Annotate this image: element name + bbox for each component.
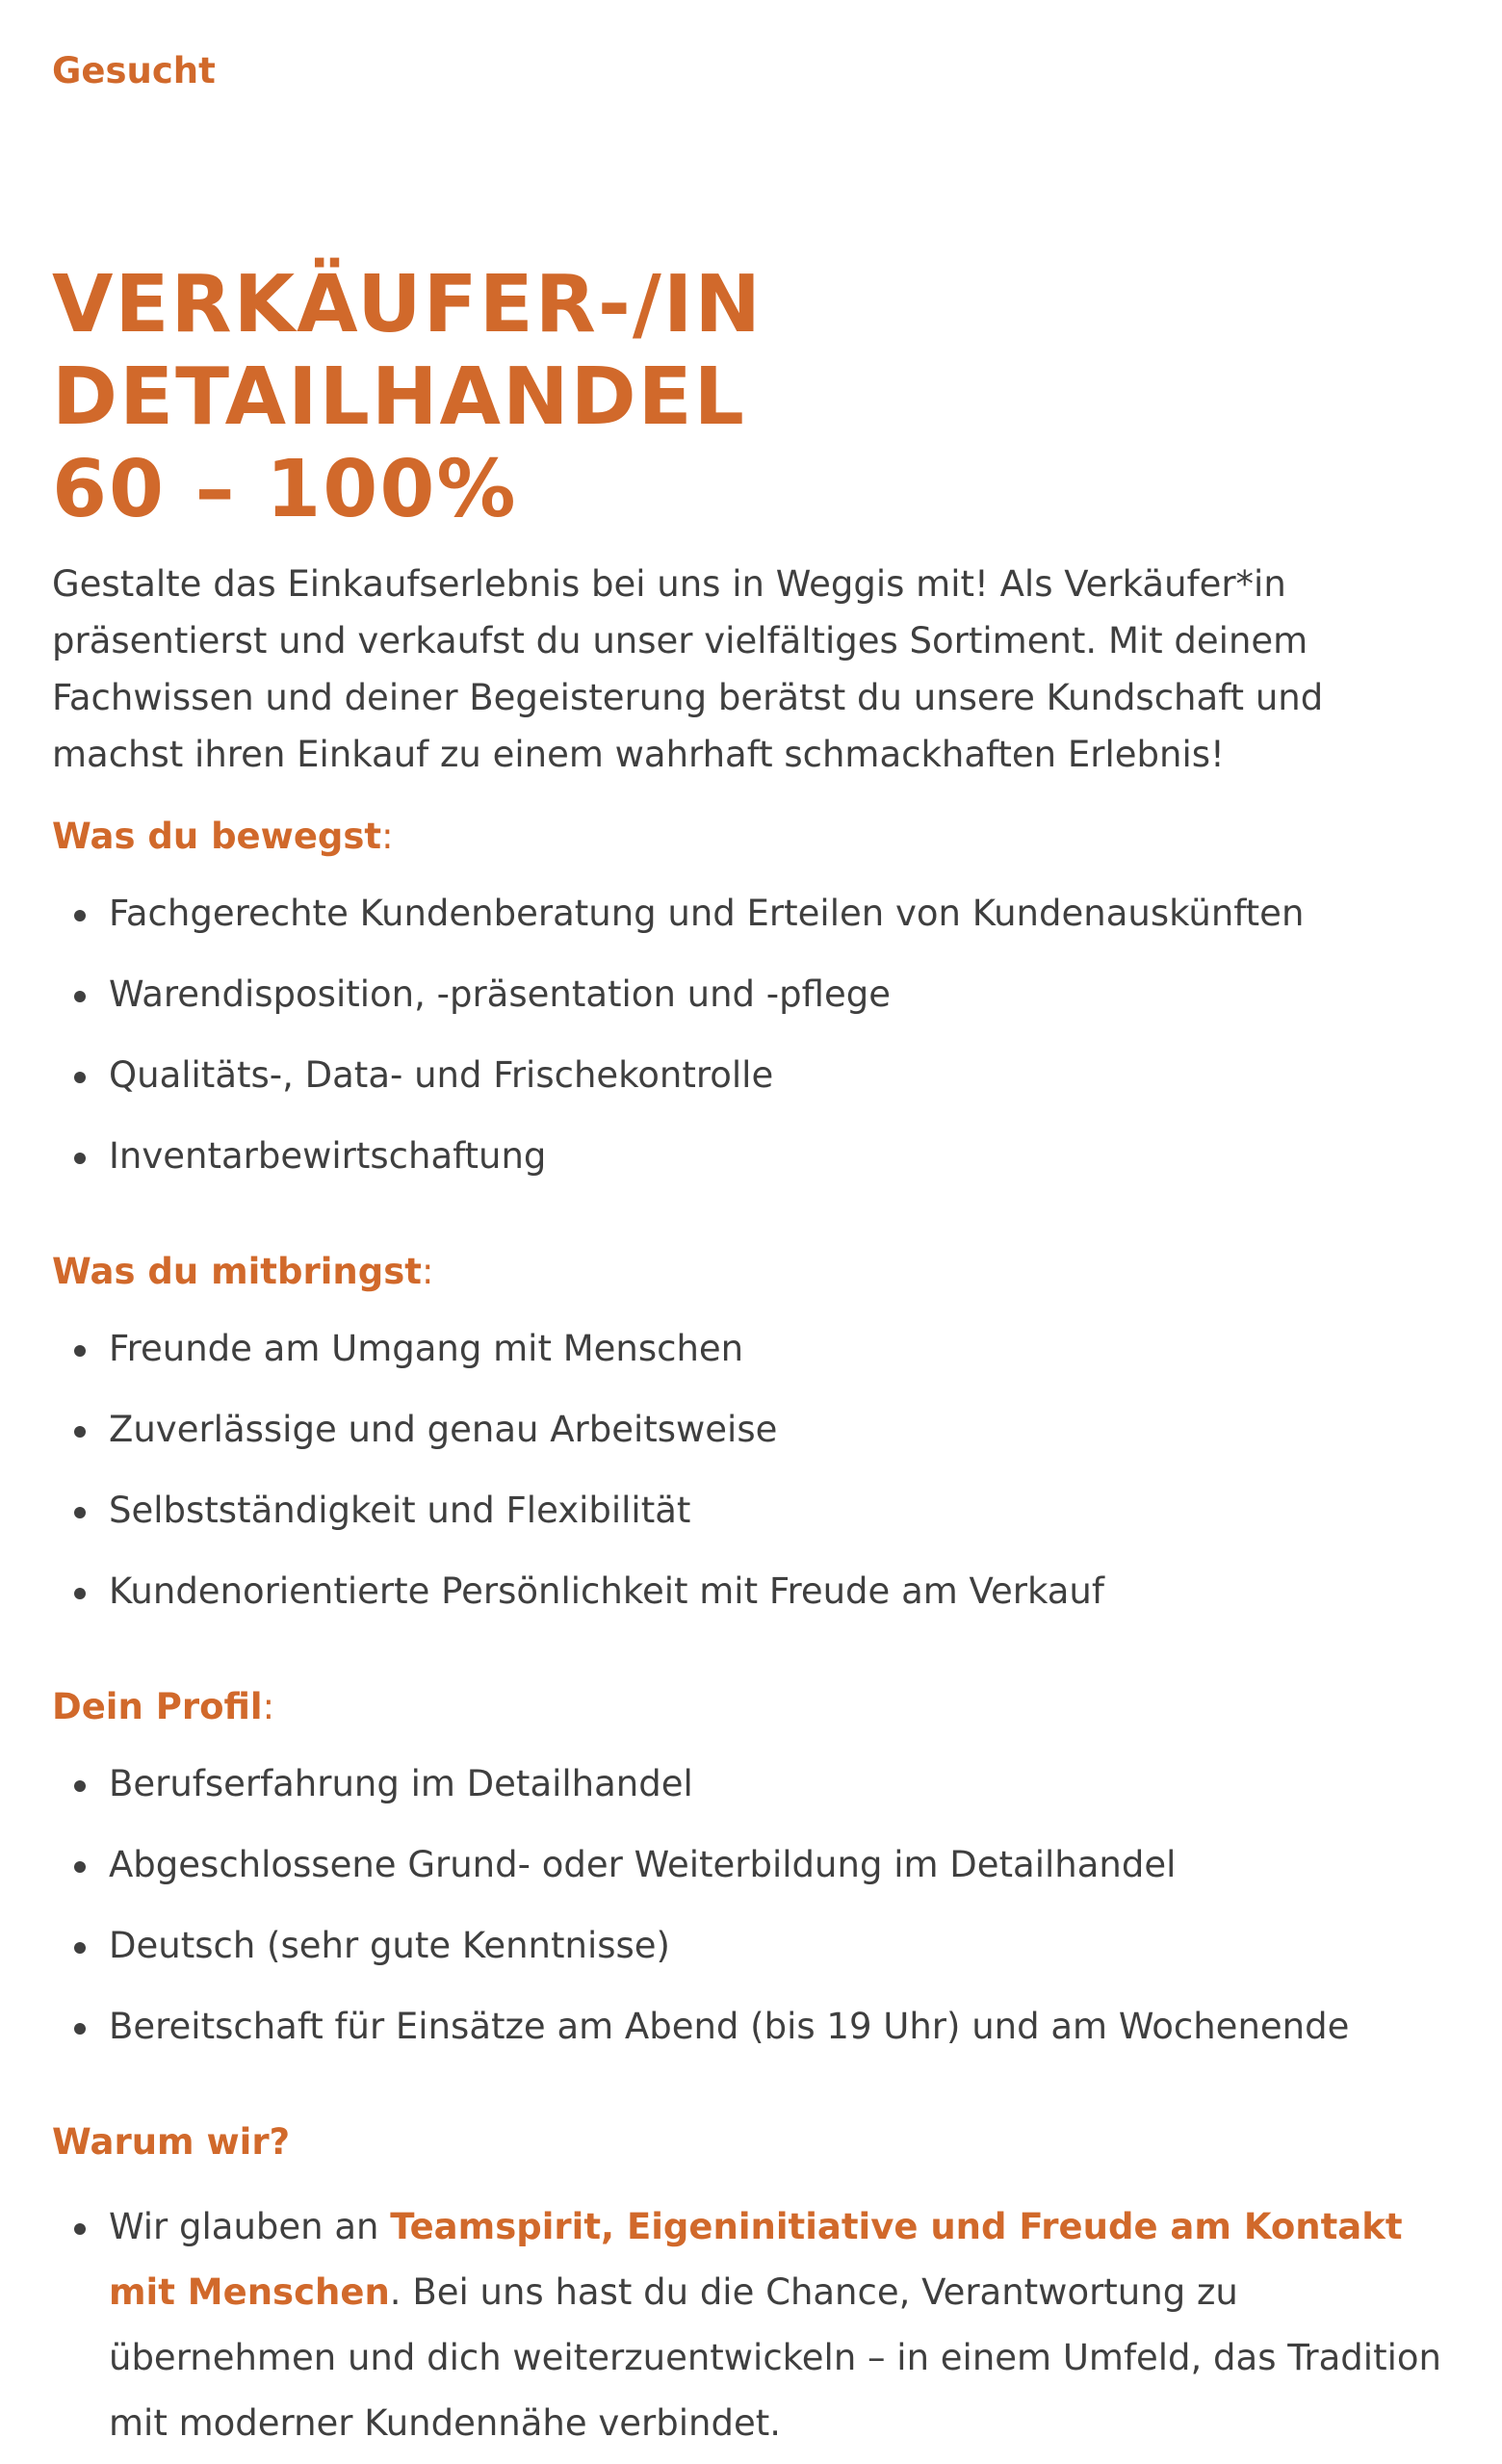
list-item: Warendisposition, -präsentation und -pflege xyxy=(109,970,1450,1020)
section-heading-tasks xyxy=(52,808,1450,866)
list-item: Inventarbewirtschaftung xyxy=(109,1131,1450,1181)
intro-paragraph: Gestalte das Einkaufserlebnis bei uns in Weggis mit! Als Verkäufer*in präsentierst und verkaufst du unser vielfältiges Sortiment. Mit deinem Fachwissen und deiner Begeisterung berätst du unsere Kundschaft und machst ihren Einkauf zu einem wahrhaft schmackhaften Erlebnis! xyxy=(52,563,1324,775)
job-title-line-2: 60 – 100% xyxy=(52,444,518,535)
section-heading-why: Warum wir? xyxy=(52,2121,291,2163)
heading-colon: : xyxy=(381,816,394,857)
why-list xyxy=(52,2194,1450,2456)
list-item: Fachgerechte Kundenberatung und Erteilen von Kundenauskünften xyxy=(109,889,1450,939)
section-heading-skills xyxy=(52,1243,1450,1301)
section-heading-profile-text: Dein Profil xyxy=(52,1686,263,1727)
heading-colon: : xyxy=(421,1251,434,1292)
job-title xyxy=(52,259,1450,536)
list-item: Kundenorientierte Persönlichkeit mit Freude am Verkauf xyxy=(109,1567,1450,1617)
section-heading-tasks-text: Was du bewegst xyxy=(52,816,382,857)
list-item: Berufserfahrung im Detailhandel xyxy=(109,1759,1450,1809)
profile-list xyxy=(52,1759,1450,2052)
section-heading-profile xyxy=(52,1678,1450,1736)
why-text-highlight: Teamspirit, Eigeninitiative und Freude am Kontakt mit Menschen xyxy=(109,2206,1403,2313)
list-item: Selbstständigkeit und Flexibilität xyxy=(109,1486,1450,1536)
why-text-prefix: Wir glauben an xyxy=(109,2206,391,2247)
list-item: Freunde am Umgang mit Menschen xyxy=(109,1324,1450,1374)
list-item: Abgeschlossene Grund- oder Weiterbildung im Detailhandel xyxy=(109,1840,1450,1890)
list-item: Deutsch (sehr gute Kenntnisse) xyxy=(109,1921,1450,1971)
list-item: Qualitäts-, Data- und Frischekontrolle xyxy=(109,1050,1450,1101)
tasks-list xyxy=(52,889,1450,1181)
heading-colon: : xyxy=(262,1686,275,1727)
list-item: Zuverlässige und genau Arbeitsweise xyxy=(109,1405,1450,1455)
list-item xyxy=(109,2194,1450,2456)
section-heading-skills-text: Was du mitbringst xyxy=(52,1251,422,1292)
why-text-suffix: . Bei uns hast du die Chance, Verantwortung zu übernehmen und dich weiterzuentwickeln – in einem Umfeld, das Tradition mit moderner Kundennähe verbindet. xyxy=(109,2271,1441,2444)
list-item: Bereitschaft für Einsätze am Abend (bis 19 Uhr) und am Wochenende xyxy=(109,2002,1450,2052)
skills-list xyxy=(52,1324,1450,1617)
eyebrow-label: Gesucht xyxy=(52,50,216,91)
job-title-line-1: VERKÄUFER-/IN DETAILHANDEL xyxy=(52,259,763,443)
